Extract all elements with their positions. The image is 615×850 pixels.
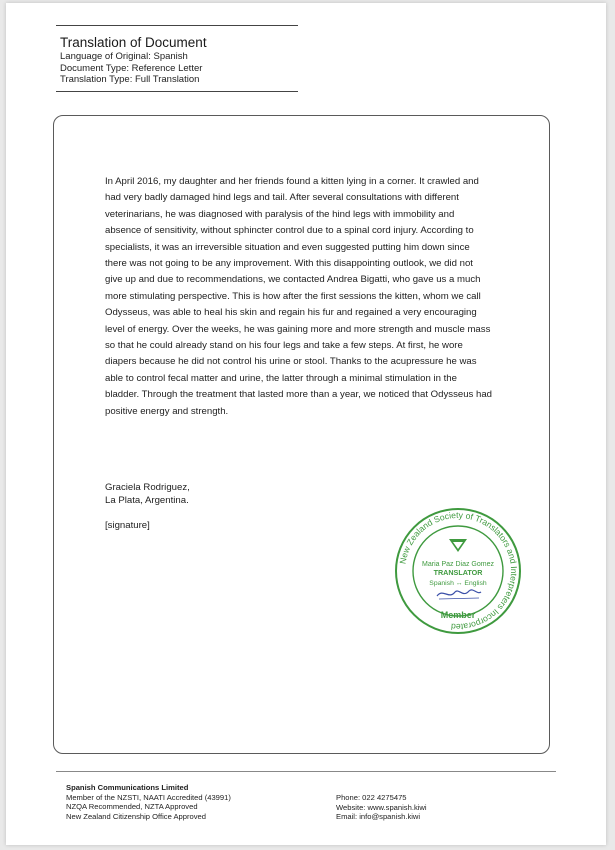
stamp-role: TRANSLATOR: [433, 568, 483, 577]
stamp-translator-name: Maria Paz Diaz Gomez: [422, 561, 494, 568]
footer-contact-block: [336, 793, 427, 822]
translation-type: Translation Type: Full Translation: [60, 74, 200, 85]
header-bottom-rule: [56, 91, 298, 92]
footer-phone: Phone: 022 4275475: [336, 793, 407, 802]
stamp-languages: Spanish ↔ English: [429, 580, 487, 587]
footer-rule: [56, 771, 556, 772]
footer-website: Website: www.spanish.kiwi: [336, 802, 427, 812]
stamp-outer-text: New Zealand Society of Translators and Interpreters Incorporated: [397, 509, 520, 633]
header-top-rule: [56, 25, 298, 26]
footer-company-block: [66, 783, 231, 821]
translation-header: [60, 35, 207, 86]
signer-name: Graciela Rodriguez,: [105, 482, 190, 493]
company-name: Spanish Communications Limited: [66, 783, 189, 792]
signer-location: La Plata, Argentina.: [105, 495, 189, 506]
footer-email: Email: info@spanish.kiwi: [336, 812, 421, 822]
letter-body: In April 2016, my daughter and her friends found a kitten lying in a corner. It crawled and had very badly damaged hind legs and tail. After several consultations with different veterinarians, he was diagnosed with paralysis of the hind legs with immobility and absence of sensitivity, without sphincter control due to a spinal cord injury. According to specialists, it was an irreversible situation and even suggested putting him down since there was not going to be any improvement. With this disappointing outlook, we did not give up and due to recommendations, we contacted Andrea Bigatti, who gave us a much more stimulating perspective. This is how after the first sessions the kitten, whom we call Odysseus, was able to heal his skin and regain his fur and regained a very encouraging level of energy. Over the weeks, he was gaining more and more strength and muscle mass so that he could already stand on his four legs and take a few steps. At first, he wore diapers because he did not control his urine or stool. Thanks to the acupressure he was able to control fecal matter and urine, the latter through a minimal stimulation in the bladder. Through the treatment that lasted more than a year, we noticed that Odysseus had positive energy and strength.: [105, 176, 493, 417]
stamp-handwritten-signature: [437, 590, 481, 596]
footer-line-1: Member of the NZSTI, NAATI Accredited (43991): [66, 792, 231, 802]
stamp-member-label: Member: [440, 610, 476, 620]
footer-line-2: NZQA Recommended, NZTA Approved: [66, 802, 198, 812]
footer-line-3: New Zealand Citizenship Office Approved: [66, 811, 206, 821]
document-title: Translation of Document: [60, 35, 207, 50]
document-page: [6, 3, 606, 845]
original-language: Language of Original: Spanish: [60, 51, 188, 62]
document-type: Document Type: Reference Letter: [60, 62, 203, 74]
signature-note: [signature]: [105, 520, 150, 531]
signoff-block: [105, 481, 190, 507]
translator-stamp: [393, 506, 523, 636]
